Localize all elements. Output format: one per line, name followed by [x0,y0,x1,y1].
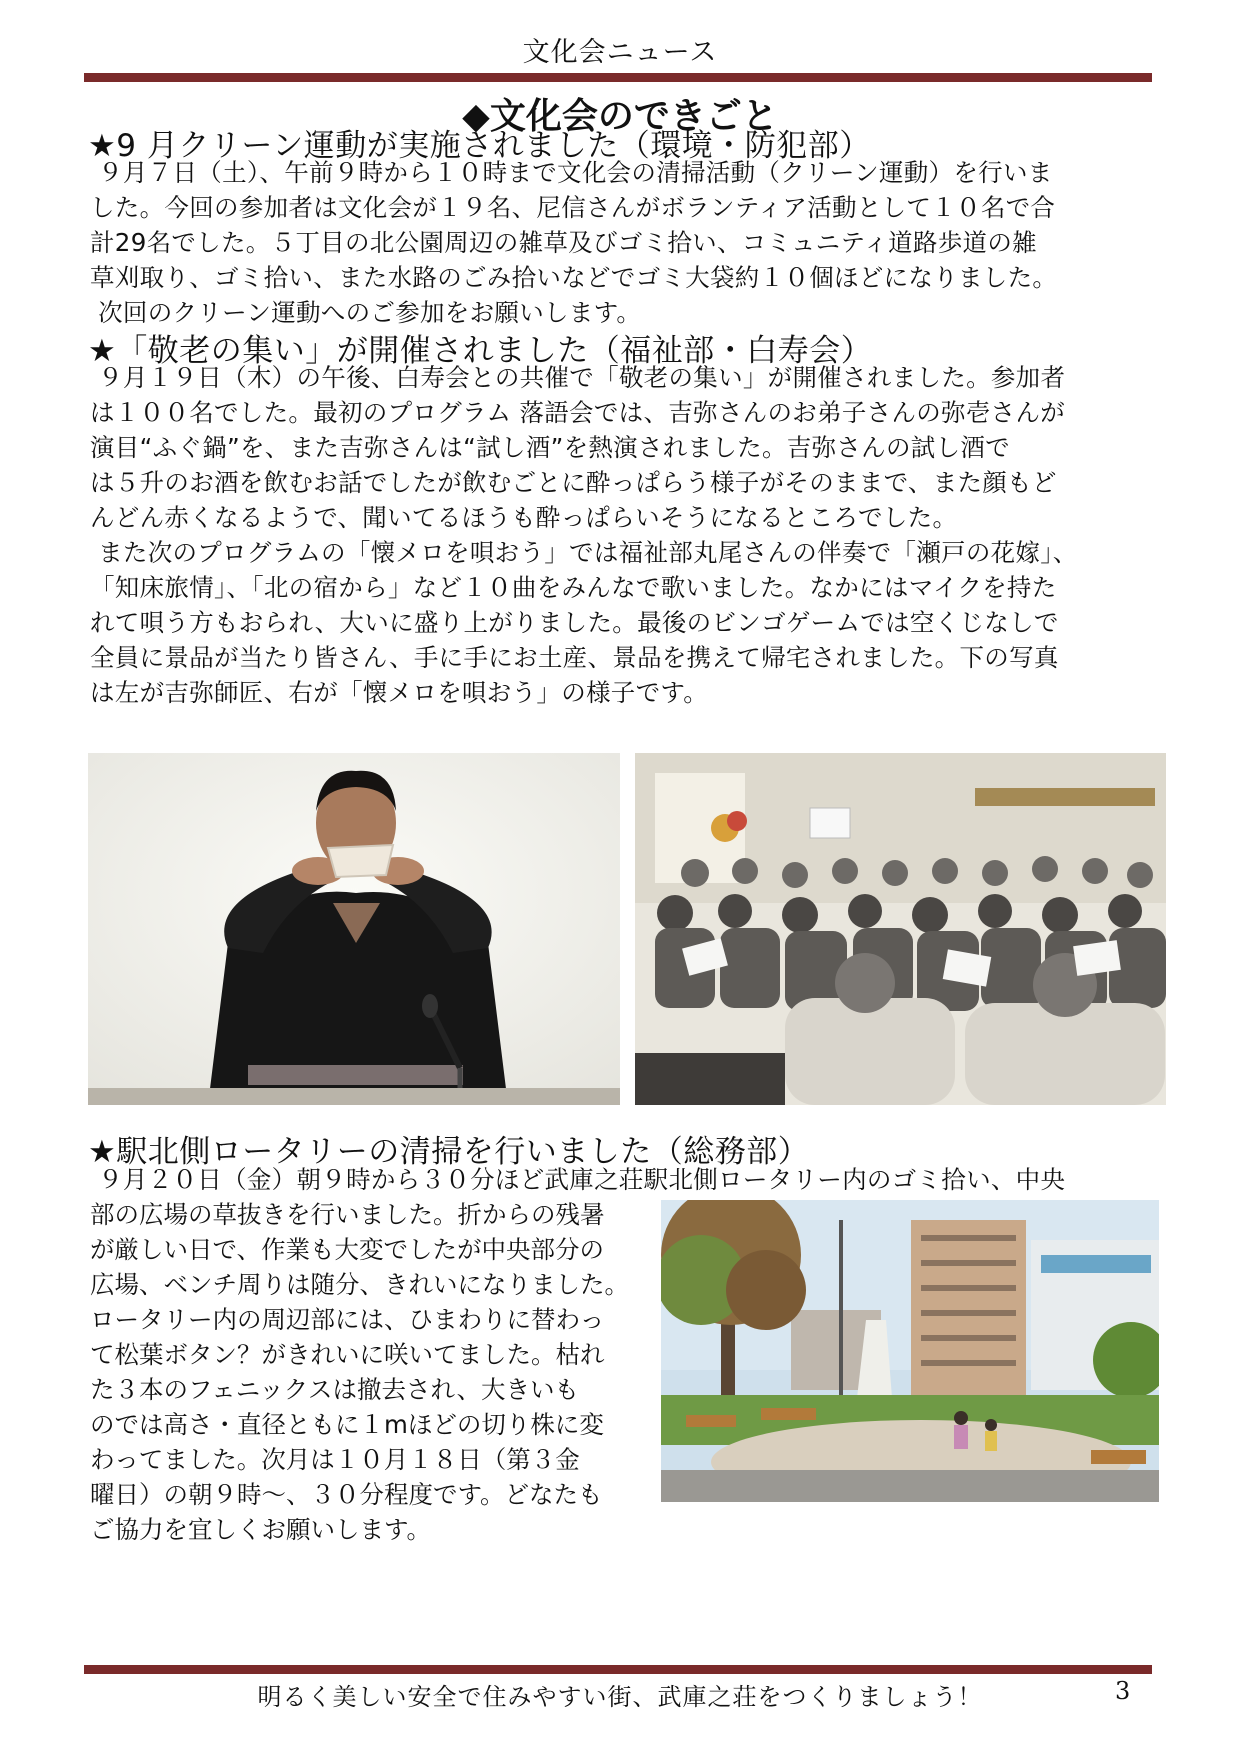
bottom-divider [84,1665,1152,1674]
station-rotary-photo [661,1200,1159,1502]
footer-slogan: 明るく美しい安全で住みやすい街、武庫之荘をつくりましょう！ [257,1683,983,1711]
newsletter-title: 文化会ニュース [522,37,718,68]
article-body-respect-aged: ９月１９日（木）の午後、白寿会との共催で「敬老の集い」が開催されました。参加者 は１００名でした。最初のプログラム 落語会では、吉弥さんのお弟子さんの弥壱さんが 演目“ふぐ鍋”を、また吉弥さんは“試し酒”を熱演されました。吉弥さんの試し酒で は５升のお酒を飲むお話でしたが飲むごとに酔っぱらう様子がそのままで、また顔もど んどん赤くなるようで、聞いてるほうも酔っぱらいそうになるところでした。 また次のプログラムの「懐メロを唄おう」では福祉部丸尾さんの伴奏で「瀬戸の花嫁」、 「知床旅情」、「北の宿から」など１０曲をみんなで歌いました。なかにはマイクを持た れて唄う方もおられ、大いに盛り上がりました。最後のビンゴゲームでは空くじなしで 全員に景品が当たり皆さん、手に手にお土産、景品を携えて帰宅されました。下の写真 は左が吉弥師匠、右が「懐メロを唄おう」の様子です。 [90,363,1078,707]
section-title: ◆文化会のできごと [462,96,778,137]
article-body-rotary-first-line: ９月２０日（金）朝９時から３０分ほど武庫之荘駅北側ロータリー内のゴミ拾い、中央 [90,1165,1066,1194]
audience-singing-photo [635,753,1166,1105]
article-heading-clean-campaign: ★9 月クリーン運動が実施されました（環境・防犯部） [88,128,871,164]
rakugo-performer-photo [88,753,620,1105]
top-divider [84,73,1152,82]
article-body-clean-campaign: ９月７日（土）、午前９時から１０時まで文化会の清掃活動（クリーン運動）を行いま した。今回の参加者は文化会が１９名、尼信さんがボランティア活動として１０名で合 計29名でした。５丁目の北公園周辺の雑草及びゴミ拾い、コミュニティ道路歩道の雑 草刈取り、ゴミ拾い、また水路のごみ拾いなどでゴミ大袋約１０個ほどになりました。 次回のクリーン運動へのご参加をお願いします。 [90,158,1058,327]
article-heading-rotary-cleaning: ★駅北側ロータリーの清掃を行いました（総務部） [88,1134,810,1170]
page-number: 3 [1115,1677,1131,1705]
article-heading-respect-aged: ★「敬老の集い」が開催されました（福祉部・白寿会） [88,333,873,369]
article-body-rotary-cleaning: 部の広場の草抜きを行いました。折からの残暑 が厳しい日で、作業も大変でしたが中央部分の 広場、ベンチ周りは随分、きれいになりました。 ロータリー内の周辺部には、ひまわりに替わっ て松葉ボタン？がきれいに咲いてました。枯れ た３本のフェニックスは撤去され、大きいも のでは高さ・直径ともに１mほどの切り株に変 わってました。次月は１０月１８日（第３金 曜日）の朝９時～、３０分程度です。どなたも ご協力を宜しくお願いします。 [90,1200,629,1544]
